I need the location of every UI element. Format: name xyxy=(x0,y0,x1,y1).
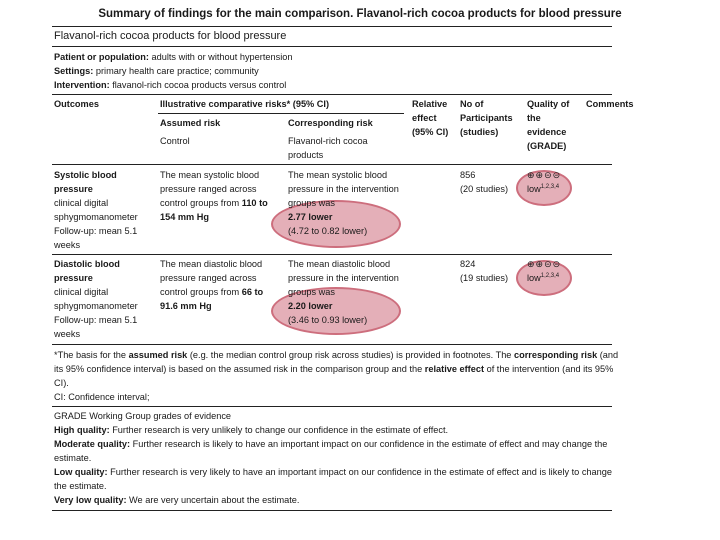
grade-low-text: Further research is very likely to have an important impact on our confidence in the estimate of effect and is likely to change xyxy=(107,467,612,477)
grade-low-label: Low quality: xyxy=(54,467,108,477)
footnote-line-3: CI). xyxy=(54,378,69,388)
row2-quality xyxy=(527,271,559,285)
row2-outcome-5: Follow-up: mean 5.1 xyxy=(54,315,138,325)
header-participants-1: No of xyxy=(460,99,484,109)
header-participants-3: (studies) xyxy=(460,127,499,137)
row1-assumed-4: 154 mm Hg xyxy=(160,212,210,222)
row1-corr-3: groups was xyxy=(288,198,335,208)
footnote-bold: assumed risk xyxy=(128,350,188,360)
divider xyxy=(52,26,612,27)
header-relative-2: effect xyxy=(412,113,437,123)
divider xyxy=(52,254,612,255)
row1-assumed-3 xyxy=(160,196,268,210)
header-participants-2: Participants xyxy=(460,113,513,123)
table-subtitle: Flavanol-rich cocoa products for blood pressure xyxy=(54,30,287,42)
population-value: adults with or without hypertension xyxy=(151,52,293,62)
header-cocoa-2: products xyxy=(288,150,324,160)
row2-quality-text: low xyxy=(527,273,541,283)
row1-corr-1: The mean systolic blood xyxy=(288,170,388,180)
row2-assumed-3-text: control groups from xyxy=(160,287,240,297)
header-assumed: Assumed risk xyxy=(160,118,221,128)
row2-corr-3: groups was xyxy=(288,287,335,297)
grade-moderate-text: Further research is likely to have an important impact on our confidence in the estimate of effect and may change the xyxy=(130,439,608,449)
grade-low xyxy=(54,465,612,479)
row2-quality-symbols: ⊕⊕⊝⊝ xyxy=(527,259,562,269)
row2-outcome-3: clinical digital xyxy=(54,287,109,297)
row1-outcome-3: clinical digital xyxy=(54,198,109,208)
footnote-line-4: CI: Confidence interval; xyxy=(54,392,150,402)
header-quality-1: Quality of xyxy=(527,99,570,109)
row2-outcome-1: Diastolic blood xyxy=(54,259,120,269)
grade-title: GRADE Working Group grades of evidence xyxy=(54,411,232,421)
header-risks: Illustrative comparative risks* (95% CI) xyxy=(160,99,330,109)
row1-assumed-1: The mean systolic blood xyxy=(160,170,260,180)
population-line xyxy=(54,50,292,64)
table-title: Summary of findings for the main comparison. Flavanol-rich cocoa products for blood pressure xyxy=(98,8,622,20)
row2-participants-2: (19 studies) xyxy=(460,273,509,283)
row1-assumed-3-text: control groups from xyxy=(160,198,240,208)
footnote-text: *The basis for the xyxy=(54,350,129,360)
row2-outcome-4: sphygmomanometer xyxy=(54,301,138,311)
grade-moderate-label: Moderate quality: xyxy=(54,439,131,449)
row1-corr-4: 2.77 lower xyxy=(288,212,333,222)
population-label: Patient or population: xyxy=(54,52,149,62)
header-relative-3: (95% CI) xyxy=(412,127,449,137)
divider xyxy=(52,510,612,511)
row2-participants-1: 824 xyxy=(460,259,476,269)
row1-outcome-4: sphygmomanometer xyxy=(54,212,138,222)
divider xyxy=(52,94,612,95)
row2-corr-5: (3.46 to 0.93 lower) xyxy=(288,315,368,325)
row2-assumed-2: pressure ranged across xyxy=(160,273,257,283)
row2-corr-4: 2.20 lower xyxy=(288,301,333,311)
header-relative-1: Relative xyxy=(412,99,448,109)
row2-outcome-6: weeks xyxy=(54,329,81,339)
divider xyxy=(52,344,612,345)
row1-outcome-2: pressure xyxy=(54,184,93,194)
divider xyxy=(52,46,612,47)
row1-participants-2: (20 studies) xyxy=(460,184,509,194)
row1-corr-2: pressure in the intervention xyxy=(288,184,399,194)
row2-outcome-2: pressure xyxy=(54,273,93,283)
header-control: Control xyxy=(160,136,190,146)
header-quality-2: the xyxy=(527,113,541,123)
divider xyxy=(52,164,612,165)
divider xyxy=(52,406,612,407)
grade-verylow-text: We are very uncertain about the estimate. xyxy=(126,495,300,505)
row1-quality-refs: 1,2,3,4 xyxy=(540,183,560,190)
settings-line xyxy=(54,64,259,78)
footnote-text: of the intervention (and its 95% xyxy=(484,364,614,374)
footnote-text: its 95% confidence interval) is based on the assumed risk in the comparison group and the xyxy=(54,364,425,374)
footnote-text: (and xyxy=(597,350,619,360)
row2-assumed-bold: 66 to xyxy=(241,287,264,297)
row1-outcome-1: Systolic blood xyxy=(54,170,117,180)
row2-assumed-4: 91.6 mm Hg xyxy=(160,301,212,311)
row1-outcome-5: Follow-up: mean 5.1 xyxy=(54,226,138,236)
grade-verylow-label: Very low quality: xyxy=(54,495,127,505)
footnote-bold: relative effect xyxy=(424,364,485,374)
grade-verylow xyxy=(54,493,299,507)
row1-quality-symbols: ⊕⊕⊝⊝ xyxy=(527,170,562,180)
row1-quality xyxy=(527,182,559,196)
row1-corr-5: (4.72 to 0.82 lower) xyxy=(288,226,368,236)
row1-assumed-2: pressure ranged across xyxy=(160,184,257,194)
row1-quality-text: low xyxy=(527,184,541,194)
row2-assumed-1: The mean diastolic blood xyxy=(160,259,263,269)
header-quality-3: evidence xyxy=(527,127,567,137)
grade-low-2: the estimate. xyxy=(54,481,107,491)
header-comments: Comments xyxy=(586,99,634,109)
intervention-label: Intervention: xyxy=(54,80,110,90)
footnote-text: (e.g. the median control group risk across studies) is provided in footnotes. The xyxy=(187,350,514,360)
intervention-line xyxy=(54,78,286,92)
row2-corr-2: pressure in the intervention xyxy=(288,273,399,283)
header-corresponding: Corresponding risk xyxy=(288,118,373,128)
row2-quality-refs: 1,2,3,4 xyxy=(540,272,560,279)
grade-high-label: High quality: xyxy=(54,425,110,435)
header-cocoa-1: Flavanol-rich cocoa xyxy=(288,136,368,146)
row2-corr-1: The mean diastolic blood xyxy=(288,259,391,269)
header-outcomes: Outcomes xyxy=(54,99,99,109)
intervention-value: flavanol-rich cocoa products versus control xyxy=(112,80,287,90)
row1-participants-1: 856 xyxy=(460,170,476,180)
footnote-line-2 xyxy=(54,362,613,376)
grade-high xyxy=(54,423,448,437)
settings-value: primary health care practice; community xyxy=(95,66,259,76)
grade-moderate-2: estimate. xyxy=(54,453,92,463)
footnote-line-1 xyxy=(54,348,618,362)
row1-assumed-bold: 110 to xyxy=(241,198,268,208)
divider xyxy=(158,113,404,114)
row1-outcome-6: weeks xyxy=(54,240,81,250)
grade-high-text: Further research is very unlikely to change our confidence in the estimate of effect. xyxy=(109,425,449,435)
footnote-bold: corresponding risk xyxy=(513,350,598,360)
settings-label: Settings: xyxy=(54,66,94,76)
header-quality-4: (GRADE) xyxy=(527,141,567,151)
row2-assumed-3 xyxy=(160,285,263,299)
grade-moderate xyxy=(54,437,607,451)
